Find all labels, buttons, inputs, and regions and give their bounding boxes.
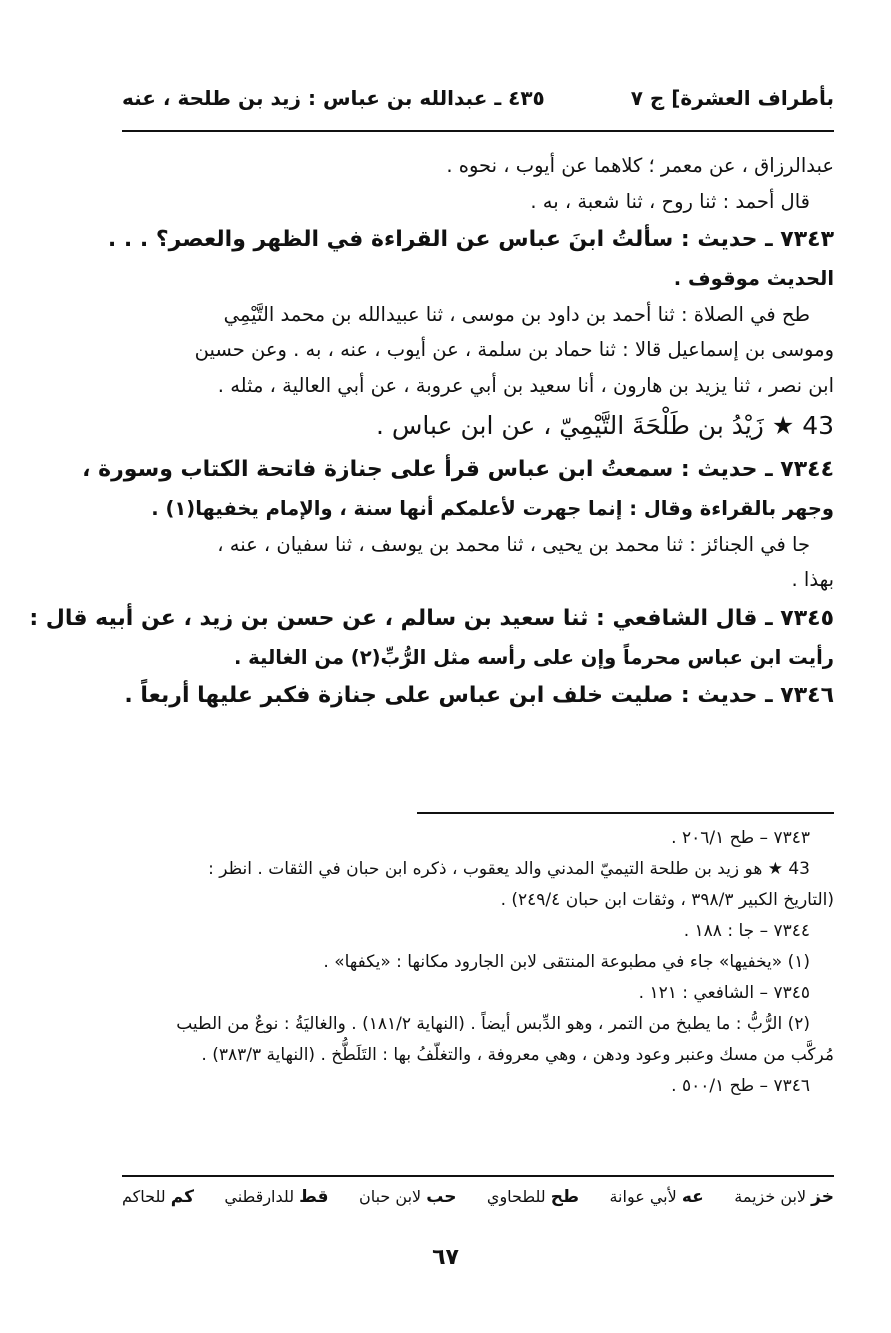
footnote-rule: [417, 812, 834, 814]
text-line: جا في الجنائز : ثنا محمد بن يحيى ، ثنا محمد بن يوسف ، ثنا سفيان ، عنه ،: [217, 532, 810, 556]
abbrev-item: حب لابن حبان: [358, 1187, 457, 1207]
hadith-7345: ٧٣٤٥ ـ قال الشافعي : ثنا سعيد بن سالم ، عن حسن بن زيد ، عن أبيه قال :: [29, 605, 834, 631]
narrator-heading: 43 ★ زَيْدُ بن طَلْحَةَ التَّيْمِيّ ، عن ابن عباس .: [376, 411, 834, 440]
footnote: (التاريخ الكبير ٣٩٨/٣ ، وثقات ابن حبان ٢٤٩/٤) .: [500, 890, 834, 910]
text-line: طح في الصلاة : ثنا أحمد بن داود بن موسى ، ثنا عبيدالله بن محمد التَّيْمِي: [223, 302, 810, 326]
text-line: رأيت ابن عباس محرماً وإن على رأسه مثل الرُّبِّ(٢) من الغالية .: [233, 645, 834, 669]
footer-rule: [122, 1175, 834, 1177]
footnote: (٢) الرُّبُّ : ما يطبخ من التمر ، وهو الدِّبس أيضاً . (النهاية ١٨١/٢) . والغاليَةُ : نوعٌ من الطيب: [176, 1014, 810, 1034]
footnote: ٧٣٤٤ – جا : ١٨٨ .: [683, 921, 810, 941]
abbrev-item: كم للحاكم: [122, 1187, 194, 1207]
abbrev-item: خز لابن خزيمة: [734, 1187, 834, 1207]
text-line: قال أحمد : ثنا روح ، ثنا شعبة ، به .: [530, 189, 810, 213]
text-line: ابن نصر ، ثنا يزيد بن هارون ، أنا سعيد بن أبي عروبة ، عن أبي العالية ، مثله .: [217, 373, 834, 397]
text-line: عبدالرزاق ، عن معمر ؛ كلاهما عن أيوب ، نحوه .: [446, 154, 834, 177]
text-line: بهذا .: [791, 568, 834, 591]
footnote: ٧٣٤٥ – الشافعي : ١٢١ .: [638, 983, 810, 1003]
running-header: [122, 80, 834, 116]
hadith-7344: ٧٣٤٤ ـ حديث : سمعتُ ابن عباس قرأ على جنازة فاتحة الكتاب وسورة ،: [82, 457, 834, 482]
hadith-7343: ٧٣٤٣ ـ حديث : سألتُ ابنَ عباس عن القراءة في الظهر والعصر؟ . . .: [107, 227, 834, 252]
abbreviation-key: [122, 1187, 834, 1207]
footnote: ٧٣٤٦ – طح ٥٠٠/١ .: [671, 1076, 810, 1096]
footnotes: [122, 823, 834, 1102]
page-number: ٦٧: [432, 1245, 459, 1270]
hadith-7346: ٧٣٤٦ ـ حديث : صليت خلف ابن عباس على جنازة فكبر عليها أربعاً .: [124, 683, 834, 708]
text-line: الحديث موقوف .: [673, 267, 834, 290]
main-text: [29, 148, 834, 717]
abbrev-item: قط للدارقطني: [224, 1187, 329, 1207]
text-line: وموسى بن إسماعيل قالا : ثنا حماد بن سلمة ، عن أيوب ، عنه ، به . وعن حسين: [194, 338, 834, 361]
footnote: (١) «يخفيها» جاء في مطبوعة المنتقى لابن الجارود مكانها : «يكفها» .: [323, 952, 810, 972]
abbrev-item: طح للطحاوي: [486, 1187, 580, 1207]
abbrev-item: عه لأبي عوانة: [609, 1187, 704, 1207]
footnote: 43 ★ هو زيد بن طلحة التيميّ المدني والد يعقوب ، ذكره ابن حبان في الثقات . انظر :: [208, 859, 810, 879]
footnote: ٧٣٤٣ – طح ٢٠٦/١ .: [671, 828, 810, 848]
footnote: مُركَّب من مسك وعنبر وعود ودهن ، وهي معروفة ، والتغلّفُ بها : التَلَطُّخ . (النهاية ٣٨٣/٣) .: [201, 1045, 834, 1065]
text-line: وجهر بالقراءة وقال : إنما جهرت لأعلمكم أنها سنة ، والإمام يخفيها(١) .: [151, 497, 834, 520]
header-left: ٤٣٥ ـ عبدالله بن عباس : زيد بن طلحة ، عنه: [122, 86, 545, 110]
header-right: بأطراف العشرة] ج ٧: [630, 86, 834, 110]
header-rule: [122, 130, 834, 132]
